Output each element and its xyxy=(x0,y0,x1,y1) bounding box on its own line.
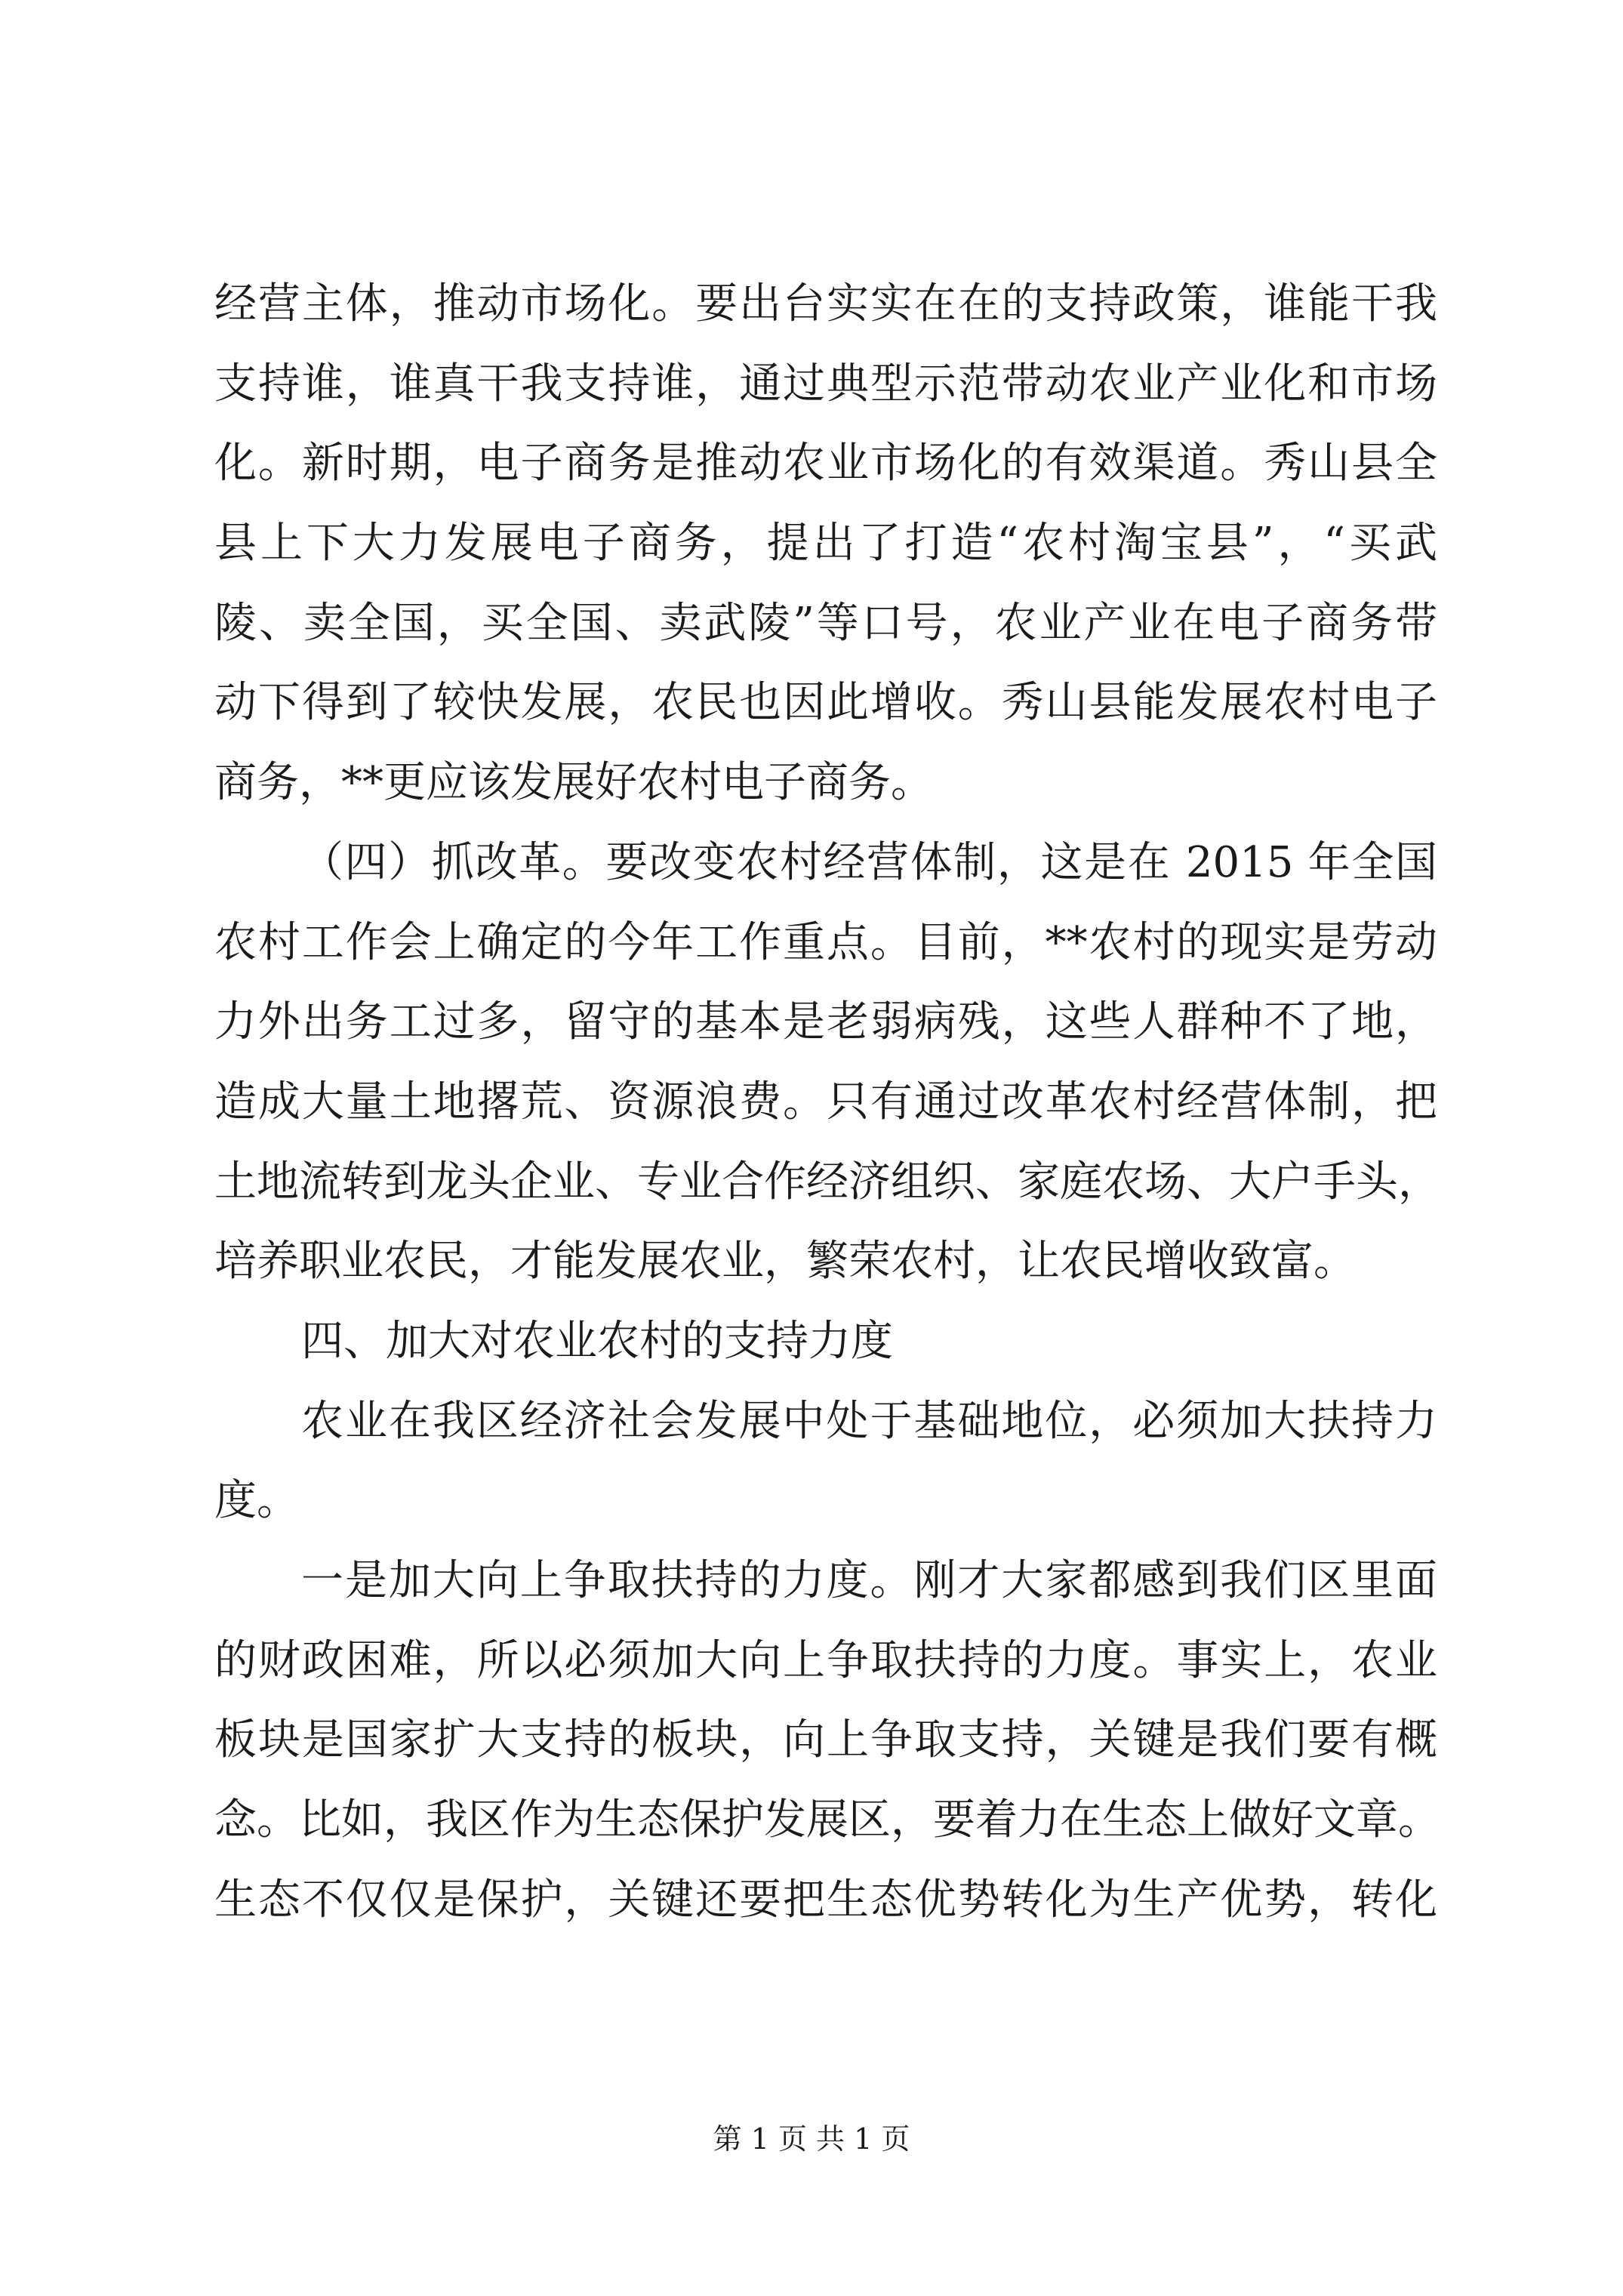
text-line: 造成大量土地撂荒、资源浪费。只有通过改革农村经营体制，把 xyxy=(214,1077,1437,1126)
text-line: 支持谁，谁真干我支持谁，通过典型示范带动农业产业化和市场 xyxy=(214,359,1437,408)
text-line: 培养职业农民，才能发展农业，繁荣农村，让农民增收致富。 xyxy=(214,1237,1356,1287)
text-line: 县上下大力发展电子商务，提出了打造“农村淘宝县”，“买武 xyxy=(214,519,1437,569)
text-line: 化。新时期，电子商务是推动农业市场化的有效渠道。秀山县全 xyxy=(214,439,1437,488)
text-line: 度。 xyxy=(214,1476,299,1526)
text-line: 土地流转到龙头企业、专业合作经济组织、家庭农场、大户手头， xyxy=(214,1157,1440,1207)
text-line: 农业在我区经济社会发展中处于基础地位，必须加大扶持力 xyxy=(301,1396,1437,1446)
text-line: 板块是国家扩大支持的板块，向上争取支持，关键是我们要有概 xyxy=(214,1715,1437,1765)
text-line: 力外出务工过多，留守的基本是老弱病残，这些人群种不了地， xyxy=(214,997,1437,1047)
text-line: 陵、卖全国，买全国、卖武陵”等口号，农业产业在电子商务带 xyxy=(214,598,1437,648)
page-footer: 第 1 页 共 1 页 xyxy=(713,2122,910,2156)
text-line: （四）抓改革。要改变农村经营体制，这是在 2015 年全国 xyxy=(301,837,1437,887)
text-line: 经营主体，推动市场化。要出台实实在在的支持政策，谁能干我 xyxy=(214,279,1437,328)
text-line: 农村工作会上确定的今年工作重点。目前，**农村的现实是劳动 xyxy=(214,917,1437,967)
text-line: 的财政困难，所以必须加大向上争取扶持的力度。事实上，农业 xyxy=(214,1635,1437,1685)
section-heading: 四、加大对农业农村的支持力度 xyxy=(301,1316,893,1366)
body-text xyxy=(214,264,1440,1940)
text-line: 动下得到了较快发展，农民也因此增收。秀山县能发展农村电子 xyxy=(214,678,1437,728)
text-line: 念。比如，我区作为生态保护发展区，要着力在生态上做好文章。 xyxy=(214,1795,1440,1845)
text-line: 一是加大向上争取扶持的力度。刚才大家都感到我们区里面 xyxy=(301,1556,1437,1605)
text-line: 生态不仅仅是保护，关键还要把生态优势转化为生产优势，转化 xyxy=(214,1875,1437,1925)
text-line: 商务，**更应该发展好农村电子商务。 xyxy=(214,758,933,808)
